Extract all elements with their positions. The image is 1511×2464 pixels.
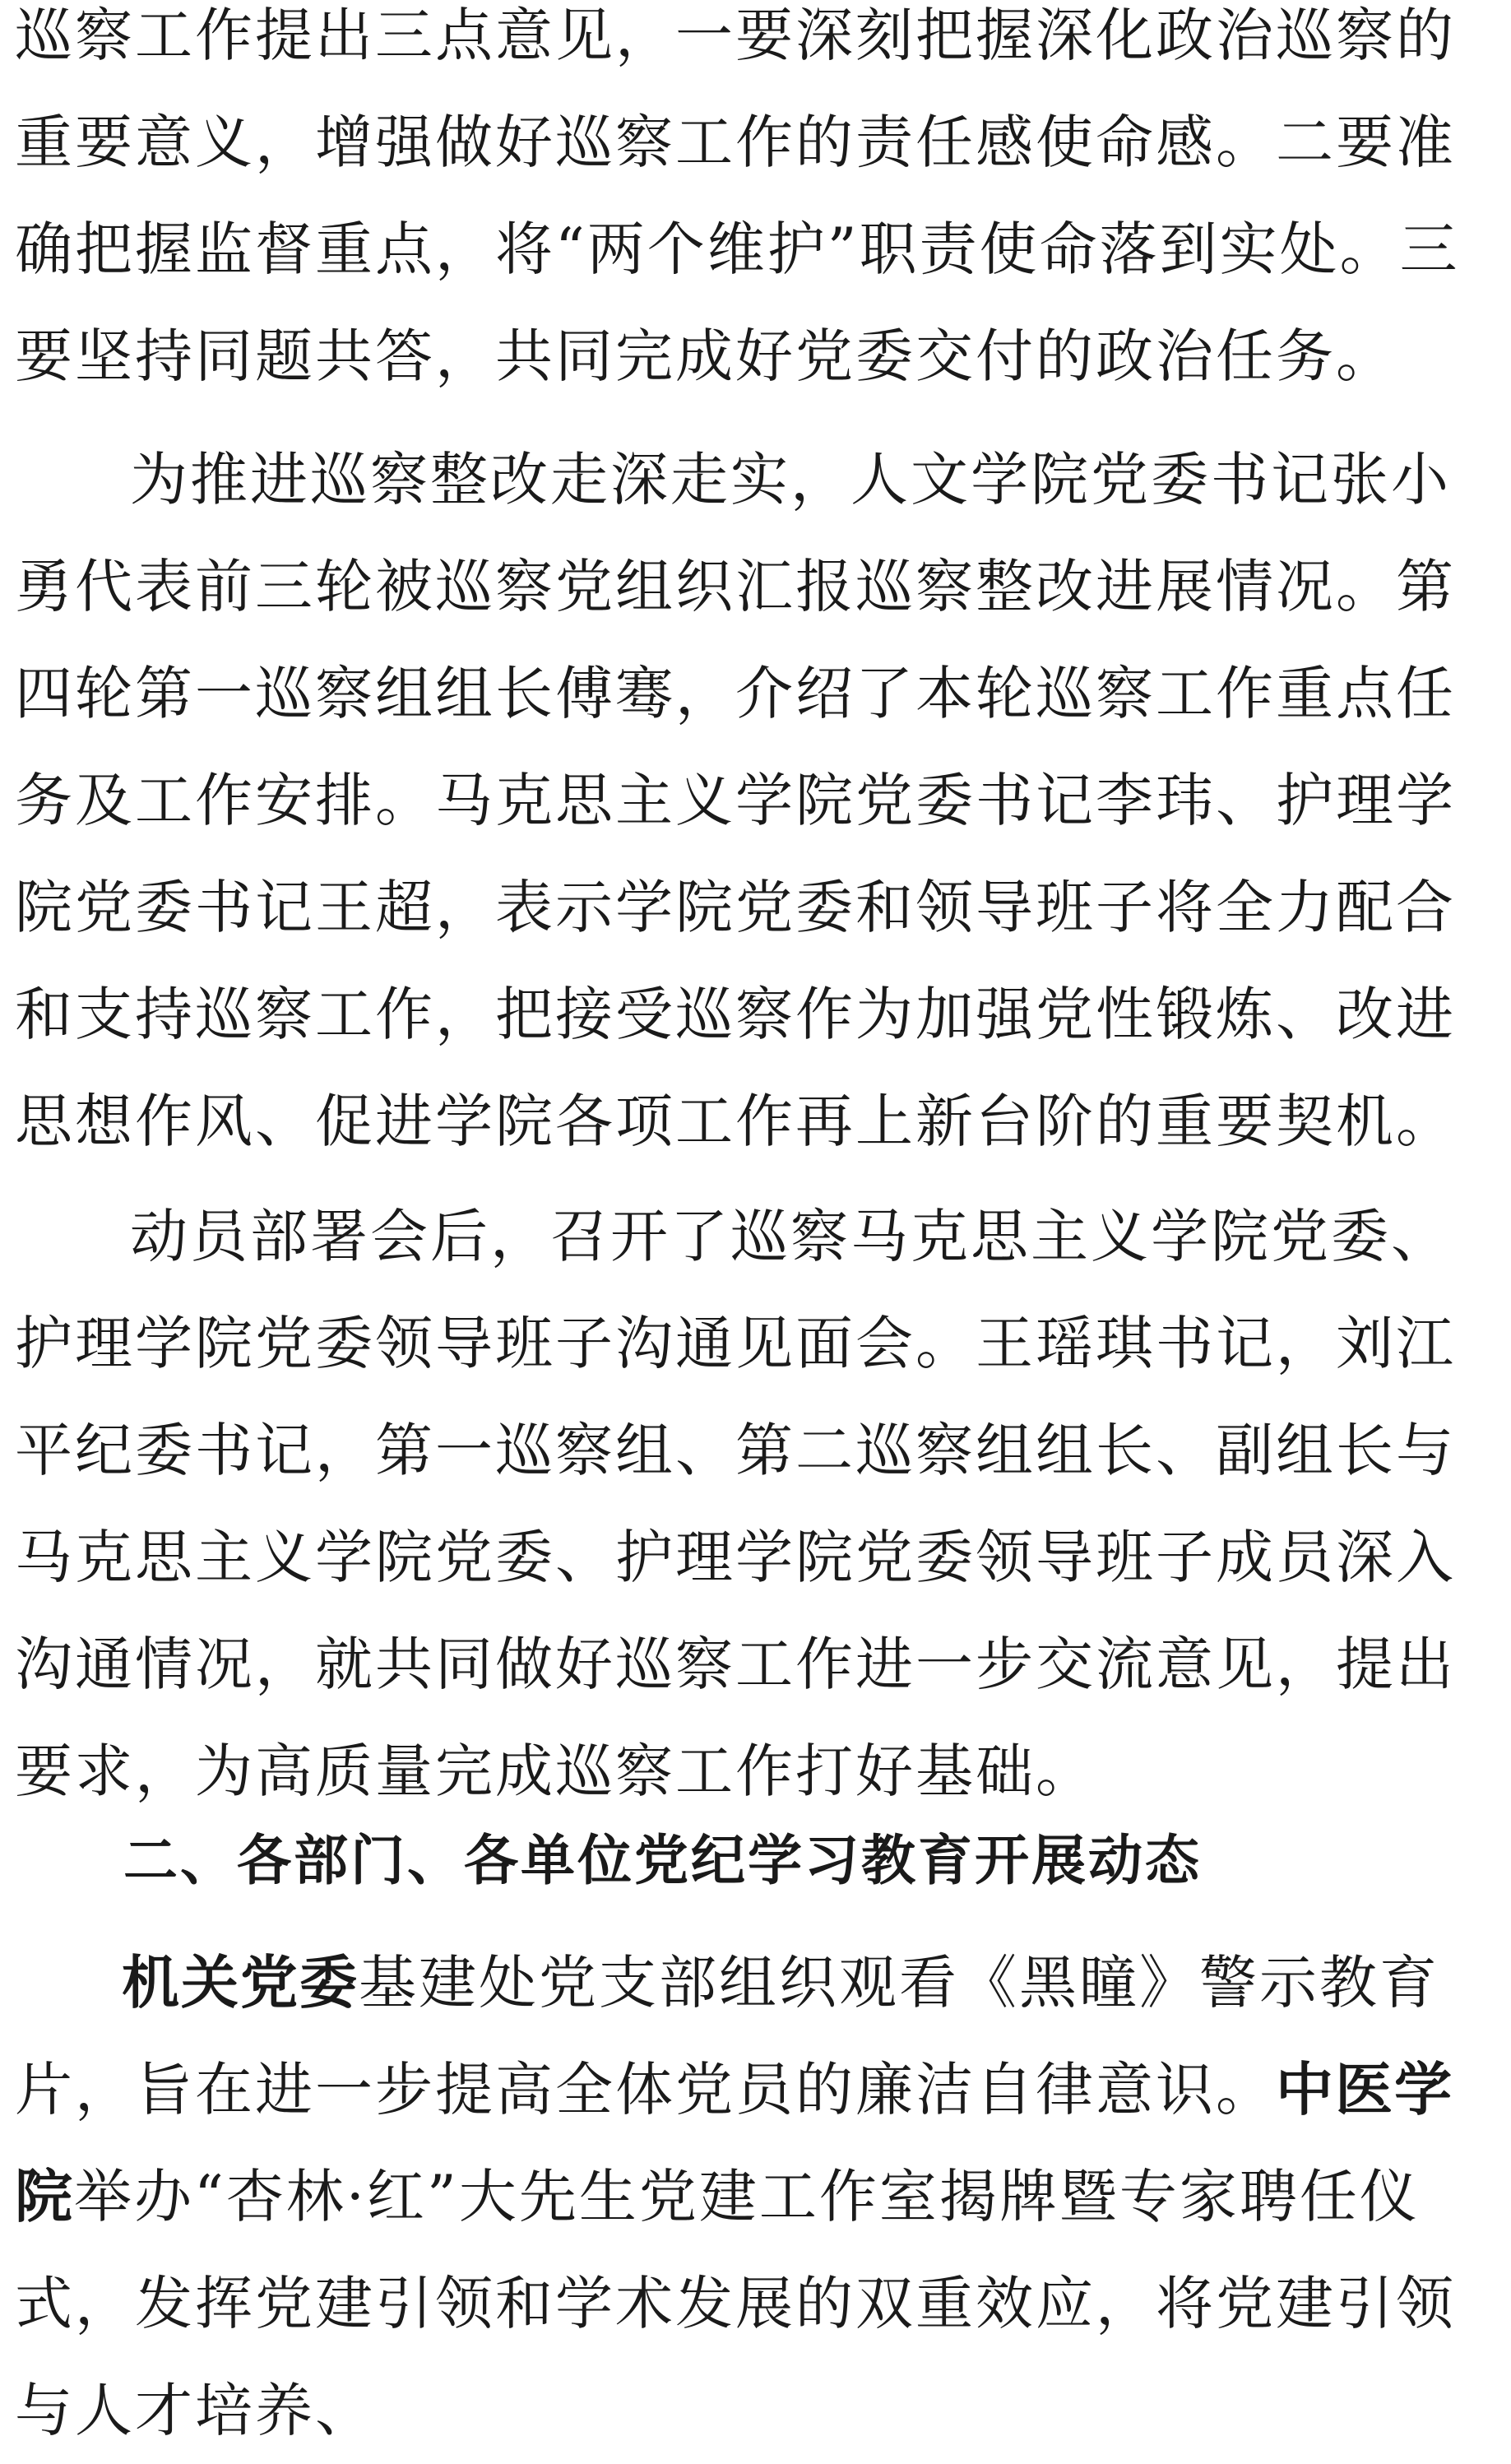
paragraph-inspection-opinions: 巡察工作提出三点意见，一要深刻把握深化政治巡察的重要意义，增强做好巡察工作的责任感使命感。二要准确把握监督重点，将“两个维护”职责使命落到实处。三要坚持同题共答，共同完成好党委交付的政治任务。 [15, 2, 1460, 390]
unit-name-organ-party-committee: 机关党委 [122, 1949, 359, 2016]
unit-activity-text: 基建处党支部组织观看《黑瞳》警示教育片，旨在进一步提高全体党员的廉洁自律意识。 [15, 1949, 1439, 2123]
paragraph-communication-meeting: 动员部署会后，召开了巡察马克思主义学院党委、护理学院党委领导班子沟通见面会。王瑶琪书记，刘江平纪委书记，第一巡察组、第二巡察组组长、副组长与马克思主义学院党委、护理学院党委领导班子成员深入沟通情况，就共同做好巡察工作进一步交流意见，提出要求，为高质量完成巡察工作打好基础。 [15, 1203, 1456, 1805]
unit-name-tcm-school: 中医学院 [15, 2056, 1453, 2230]
paragraph-rectification-progress: 为推进巡察整改走深走实，人文学院党委书记张小勇代表前三轮被巡察党组织汇报巡察整改进展情况。第四轮第一巡察组组长傅骞，介绍了本轮巡察工作重点任务及工作安排。马克思主义学院党委书记李玮、护理学院党委书记王超，表示学院党委和领导班子将全力配合和支持巡察工作，把接受巡察作为加强党性锻炼、改进思想作风、促进学院各项工作再上新台阶的重要契机。 [15, 446, 1456, 1155]
unit-activity-text-tcm: 举办“杏林·红”大先生党建工作室揭牌暨专家聘任仪式，发挥党建引领和学术发展的双重效应，将党建引领与人才培养、 [15, 2163, 1456, 2444]
section-heading: 二、各部门、各单位党纪学习教育开展动态 [123, 1829, 1202, 1892]
paragraph-unit-activities [15, 1929, 1495, 2464]
